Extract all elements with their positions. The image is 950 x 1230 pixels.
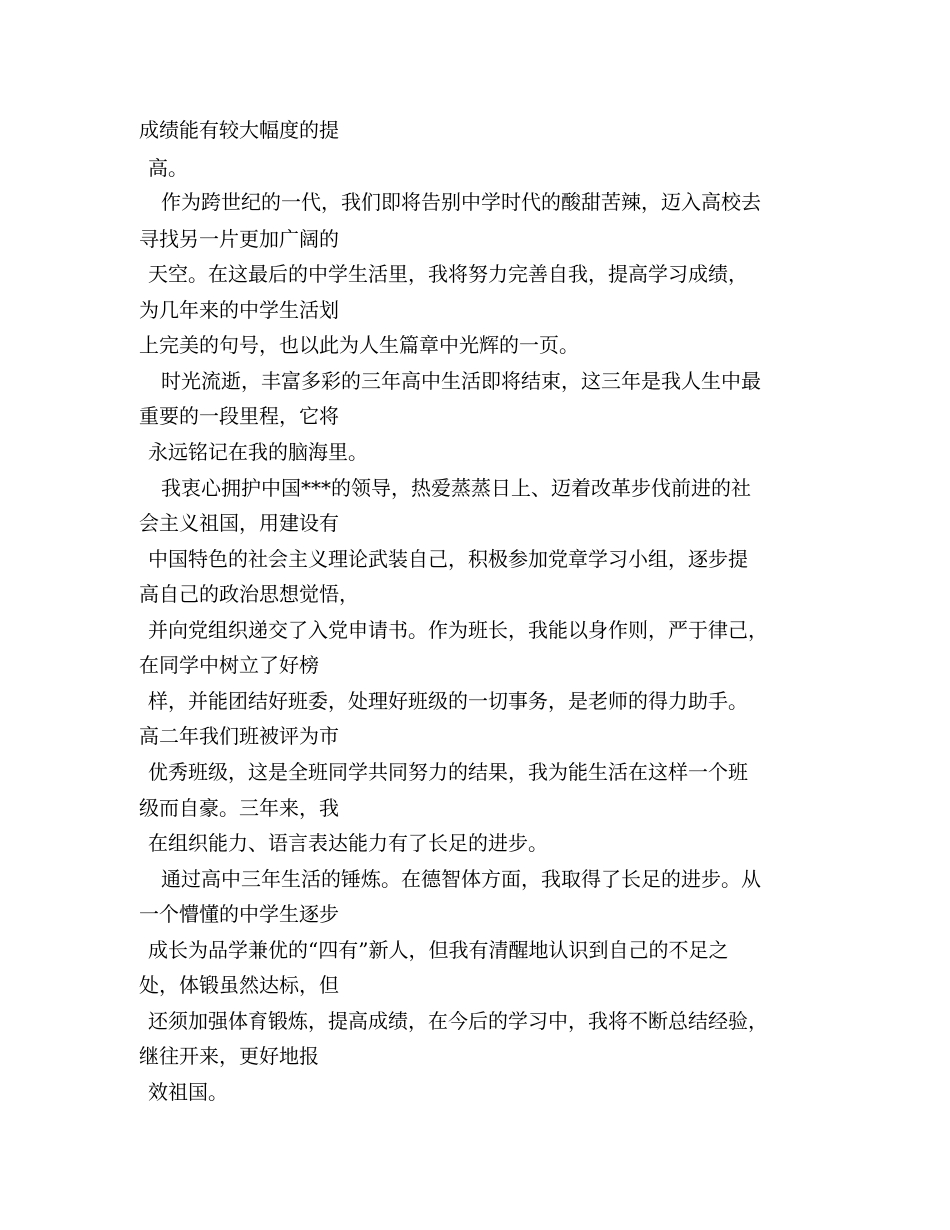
text-line: 一个懵懂的中学生逐步 — [139, 902, 339, 926]
text-line: 继往开来，更好地报 — [139, 1044, 319, 1068]
text-line: 并向党组织递交了入党申请书。作为班长，我能以身作则，严于律己， — [148, 618, 768, 642]
text-line: 永远铭记在我的脑海里。 — [148, 440, 368, 464]
text-line: 高。 — [148, 156, 188, 180]
text-line: 寻找另一片更加广阔的 — [139, 227, 339, 251]
text-line: 优秀班级，这是全班同学共同努力的结果，我为能生活在这样一个班 — [148, 760, 748, 784]
text-line: 中国特色的社会主义理论武装自己，积极参加党章学习小组，逐步提 — [148, 547, 748, 571]
text-line: 还须加强体育锻炼，提高成绩，在今后的学习中，我将不断总结经验， — [148, 1009, 768, 1033]
paragraph-first-line: 通过高中三年生活的锤炼。在德智体方面，我取得了长足的进步。从 — [161, 867, 761, 891]
text-line: 高二年我们班被评为市 — [139, 724, 339, 748]
paragraph-first-line: 我衷心拥护中国***的领导，热爱蒸蒸日上、迈着改革步伐前进的社 — [161, 476, 751, 500]
text-line: 上完美的句号，也以此为人生篇章中光辉的一页。 — [139, 333, 579, 357]
text-line: 天空。在这最后的中学生活里，我将努力完善自我，提高学习成绩， — [148, 262, 748, 286]
text-line: 成长为品学兼优的“四有”新人，但我有清醒地认识到自己的不足之 — [148, 938, 729, 962]
text-line: 在组织能力、语言表达能力有了长足的进步。 — [148, 831, 548, 855]
text-line: 重要的一段里程，它将 — [139, 404, 339, 428]
paragraph-first-line: 时光流逝，丰富多彩的三年高中生活即将结束，这三年是我人生中最 — [161, 369, 761, 393]
text-line: 效祖国。 — [148, 1080, 228, 1104]
text-line: 会主义祖国，用建设有 — [139, 511, 339, 535]
text-line: 为几年来的中学生活划 — [139, 298, 339, 322]
text-line: 样，并能团结好班委，处理好班级的一切事务，是老师的得力助手。 — [148, 689, 748, 713]
text-line: 处，体锻虽然达标，但 — [139, 973, 339, 997]
paragraph-first-line: 作为跨世纪的一代，我们即将告别中学时代的酸甜苦辣，迈入高校去 — [161, 190, 761, 214]
text-line: 成绩能有较大幅度的提 — [139, 118, 339, 142]
text-line: 级而自豪。三年来，我 — [139, 796, 339, 820]
text-line: 在同学中树立了好榜 — [139, 653, 319, 677]
text-line: 高自己的政治思想觉悟， — [139, 582, 359, 606]
